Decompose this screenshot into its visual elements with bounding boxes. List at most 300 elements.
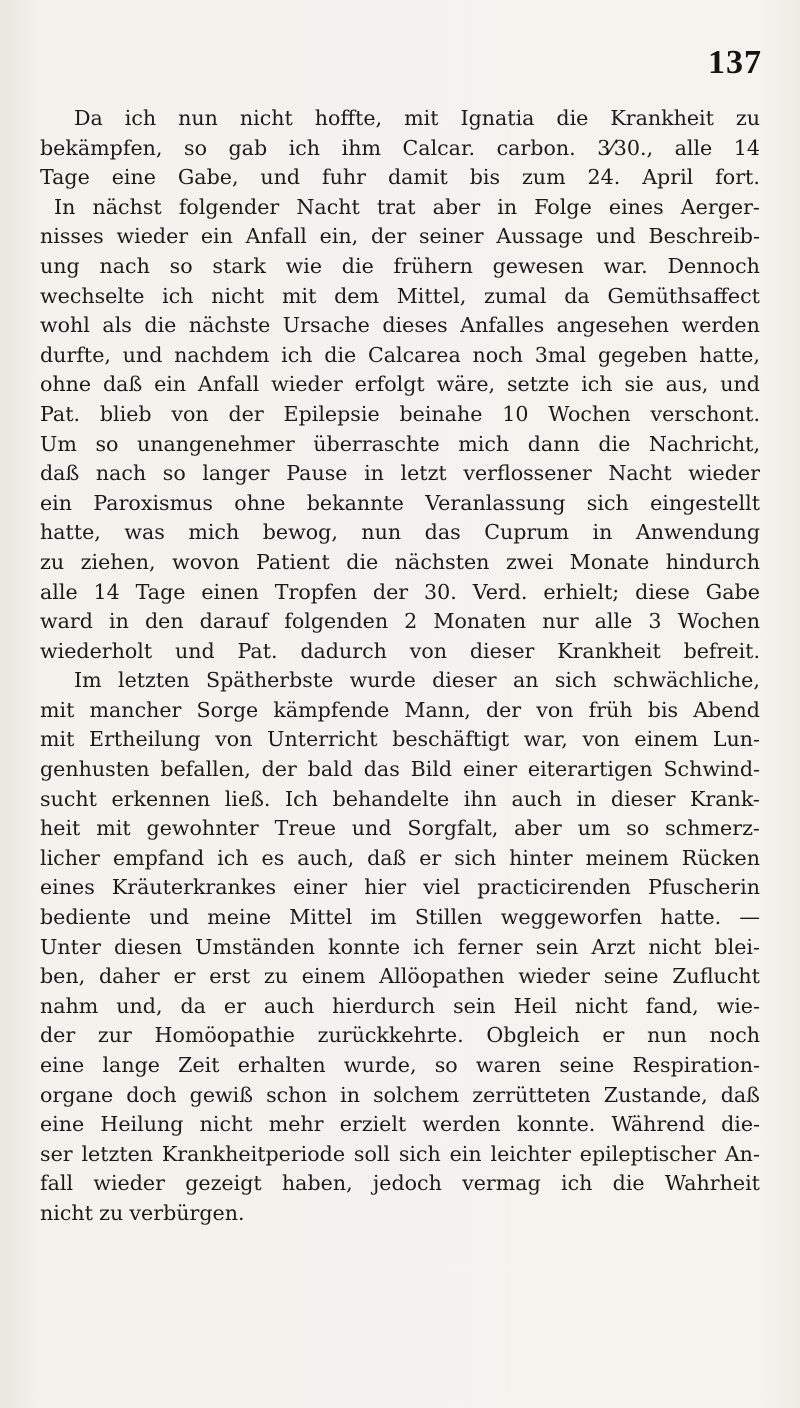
- text-line: [40, 311, 760, 341]
- word: fand,: [645, 993, 699, 1018]
- word: Arzt: [591, 934, 636, 959]
- word: hatte.: [660, 905, 722, 930]
- word: ohne: [40, 372, 92, 397]
- word: genhusten: [40, 757, 150, 782]
- word: eines: [608, 194, 664, 219]
- word: das: [424, 520, 461, 545]
- word: Tropfen: [274, 579, 358, 604]
- text-line: [40, 962, 760, 992]
- word: schmerz-: [665, 816, 760, 841]
- text-line: [40, 992, 760, 1022]
- word: nächste: [188, 313, 271, 338]
- text-line: [40, 193, 760, 223]
- word: angesehen: [556, 313, 670, 338]
- word: die: [346, 549, 379, 574]
- word: einen: [201, 579, 259, 604]
- word: Monaten: [433, 609, 527, 634]
- word: nicht: [199, 1112, 253, 1137]
- word: Anfall: [245, 224, 307, 249]
- word: sein: [535, 934, 579, 959]
- word: Nachricht,: [648, 431, 760, 456]
- word: so: [95, 431, 119, 456]
- word: Tage: [135, 579, 186, 604]
- word: daher: [98, 964, 160, 989]
- word: von: [409, 638, 447, 663]
- word: wurde: [349, 668, 416, 693]
- word: dem: [334, 283, 379, 308]
- word: ließ.: [224, 786, 271, 811]
- word: jedoch: [372, 1171, 442, 1196]
- word: der: [261, 757, 297, 782]
- word: ziehen,: [80, 549, 156, 574]
- word: hindurch: [665, 549, 760, 574]
- word: und,: [116, 993, 163, 1018]
- word: Zuflucht: [672, 964, 760, 989]
- word: —: [739, 905, 760, 930]
- word: langer: [202, 461, 270, 486]
- word: Mittel,: [396, 283, 467, 308]
- word: aus,: [665, 372, 709, 397]
- word: bediente: [40, 905, 132, 930]
- word: noch: [709, 1023, 760, 1048]
- word: fort.: [715, 165, 760, 190]
- word: Umständen: [195, 934, 316, 959]
- word: werden: [422, 1112, 501, 1137]
- word: blieb: [99, 401, 152, 426]
- word: soll: [353, 1141, 391, 1166]
- word: zu: [40, 549, 65, 574]
- word: in: [592, 520, 613, 545]
- word: Heilung: [100, 1112, 184, 1137]
- word: zurückkehrte.: [317, 1023, 464, 1048]
- word: zu: [99, 1200, 124, 1225]
- word: Ursache: [282, 313, 370, 338]
- text-line: [40, 430, 760, 460]
- word: eiterartigen: [527, 757, 653, 782]
- word: behandelte: [332, 786, 450, 811]
- word: wieder: [518, 964, 590, 989]
- word: von: [536, 697, 574, 722]
- word: 3: [648, 609, 662, 634]
- word: wiederholt: [40, 638, 153, 663]
- word: Nacht: [296, 194, 360, 219]
- word: Pat.: [237, 638, 278, 663]
- word: Pause: [286, 461, 348, 486]
- word: 14: [733, 135, 760, 160]
- word: ein: [40, 490, 73, 515]
- word: sucht: [40, 786, 97, 811]
- word: zerrütteten: [472, 1082, 591, 1107]
- text-line: [40, 814, 760, 844]
- word: Lun-: [712, 727, 760, 752]
- word: zumal: [484, 283, 547, 308]
- word: ben,: [40, 964, 86, 989]
- text-line: [40, 1110, 760, 1140]
- word: heit: [40, 816, 81, 841]
- text-line: [40, 1169, 760, 1199]
- word: der: [485, 697, 522, 722]
- word: konnte: [328, 934, 401, 959]
- word: Während: [611, 1112, 705, 1137]
- word: mit: [404, 106, 439, 130]
- word: als: [102, 313, 132, 338]
- word: nicht: [211, 283, 265, 308]
- text-line: [40, 933, 760, 963]
- word: wieder: [688, 461, 760, 486]
- word: einer: [293, 875, 348, 900]
- word: auch: [263, 993, 315, 1018]
- word: ferner: [457, 934, 523, 959]
- word: doch: [126, 1082, 177, 1107]
- word: die: [341, 253, 374, 278]
- text-line: [40, 1021, 760, 1051]
- text-line: [40, 755, 760, 785]
- word: zum: [521, 165, 566, 190]
- word: auch,: [297, 845, 355, 870]
- word: Dennoch: [667, 253, 760, 278]
- word: bekämpfen,: [40, 135, 163, 160]
- word: wechselte: [40, 283, 145, 308]
- text-line: [40, 666, 760, 696]
- word: ser: [40, 1141, 73, 1166]
- word: der: [372, 579, 409, 604]
- word: wovon: [172, 549, 240, 574]
- text-line: [40, 1051, 760, 1081]
- word: nicht: [40, 1200, 93, 1225]
- word: Zeit: [178, 1053, 220, 1077]
- word: alle: [40, 579, 78, 604]
- word: nächst: [92, 194, 162, 219]
- word: Im: [74, 668, 102, 693]
- word: hier: [364, 875, 407, 900]
- word: Zustande,: [603, 1082, 708, 1107]
- text-line: [40, 844, 760, 874]
- word: damit: [387, 165, 448, 190]
- word: die-: [721, 1112, 760, 1137]
- text-line: [40, 903, 760, 933]
- word: Allöopathen: [379, 964, 505, 989]
- word: beschäftigt: [392, 727, 510, 752]
- text-line: [40, 104, 760, 134]
- word: hierdurch: [332, 993, 436, 1018]
- word: gab: [228, 135, 268, 160]
- body-text: [40, 104, 760, 1229]
- word: Homöopathie: [154, 1023, 295, 1048]
- word: Ignatia: [460, 106, 535, 130]
- word: hoffte,: [314, 106, 383, 130]
- page-number: 137: [708, 44, 762, 81]
- word: diesen: [114, 934, 183, 959]
- word: Kräuterkrankes: [111, 875, 277, 900]
- word: um: [577, 816, 611, 841]
- word: nach: [99, 253, 150, 278]
- word: 10: [502, 401, 529, 426]
- word: ich: [561, 1171, 593, 1196]
- text-line: [40, 725, 760, 755]
- word: sein: [453, 993, 496, 1018]
- word: wie-: [716, 993, 760, 1018]
- word: verschont.: [650, 401, 760, 426]
- word: er: [602, 1023, 625, 1048]
- word: erhielt;: [543, 579, 620, 604]
- word: 3mal: [534, 342, 587, 367]
- word: ein,: [319, 224, 359, 249]
- word: die: [144, 313, 177, 338]
- word: verbürgen.: [129, 1200, 245, 1225]
- text-line: [40, 696, 760, 726]
- word: eine: [40, 1053, 85, 1077]
- word: schwächliche,: [613, 668, 760, 693]
- text-line: [40, 785, 760, 815]
- word: alle: [594, 609, 633, 634]
- word: einer: [462, 757, 518, 782]
- word: eine: [111, 165, 156, 190]
- word: der: [40, 1023, 76, 1048]
- text-line: [40, 163, 760, 193]
- word: Pat.: [40, 401, 81, 426]
- word: nachdem: [174, 342, 270, 367]
- word: waren: [475, 1053, 542, 1077]
- word: Gabe: [705, 579, 760, 604]
- word: war.: [603, 253, 648, 278]
- word: war,: [523, 727, 568, 752]
- word: wieder: [271, 372, 343, 397]
- word: ein: [200, 224, 233, 249]
- word: carbon.: [496, 135, 576, 160]
- word: trat: [376, 194, 416, 219]
- text-line: [40, 489, 760, 519]
- word: und: [351, 816, 392, 841]
- word: die: [324, 342, 357, 367]
- word: nisses: [40, 224, 104, 249]
- word: Anwendung: [635, 520, 760, 545]
- word: organe: [40, 1082, 114, 1107]
- word: wie: [285, 253, 323, 278]
- word: das: [363, 757, 400, 782]
- word: konnte.: [516, 1112, 596, 1137]
- word: gegeben: [597, 342, 688, 367]
- word: Folge: [534, 194, 592, 219]
- word: solchem: [373, 1082, 460, 1107]
- word: Wochen: [548, 401, 631, 426]
- word: Calcarea: [368, 342, 461, 367]
- word: daß: [103, 372, 143, 397]
- word: Anfalles: [460, 313, 545, 338]
- word: Ertheilung: [89, 727, 201, 752]
- word: überraschte: [313, 431, 440, 456]
- text-line: [40, 548, 760, 578]
- word: und: [174, 638, 215, 663]
- word: Spätherbste: [205, 668, 334, 693]
- word: ich: [413, 934, 445, 959]
- word: ihm: [341, 135, 381, 160]
- word: hatte,: [699, 342, 760, 367]
- word: blei-: [714, 934, 760, 959]
- word: da: [564, 283, 590, 308]
- word: Wochen: [677, 609, 760, 634]
- word: In: [54, 194, 76, 219]
- word: eines: [40, 875, 95, 900]
- word: Sorgfalt,: [407, 816, 499, 841]
- word: ich: [581, 372, 613, 397]
- word: erst: [209, 964, 251, 989]
- word: empfand: [112, 845, 205, 870]
- word: nicht: [648, 934, 702, 959]
- word: vermag: [462, 1171, 541, 1196]
- word: und: [122, 342, 163, 367]
- word: sie: [624, 372, 654, 397]
- word: Abend: [693, 697, 760, 722]
- word: 2: [404, 609, 418, 634]
- text-line: [40, 1199, 760, 1229]
- word: mehr: [268, 1112, 324, 1137]
- word: sich: [554, 668, 597, 693]
- word: Beschreib-: [648, 224, 760, 249]
- word: wieder: [116, 224, 189, 249]
- word: Respiration-: [632, 1053, 760, 1077]
- word: wurde,: [343, 1053, 417, 1077]
- word: beinahe: [399, 401, 483, 426]
- word: zu: [735, 106, 760, 130]
- word: diese: [635, 579, 690, 604]
- word: aber: [514, 816, 562, 841]
- word: setzte: [506, 372, 570, 397]
- text-line: [40, 282, 760, 312]
- word: leichter: [490, 1141, 571, 1166]
- word: mit: [40, 697, 75, 722]
- text-line: [40, 637, 760, 667]
- word: mit: [96, 816, 131, 841]
- word: daß: [40, 461, 80, 486]
- word: Heil: [513, 993, 557, 1018]
- word: er: [173, 964, 196, 989]
- word: April: [642, 165, 694, 190]
- word: was: [124, 520, 165, 545]
- text-line: [40, 370, 760, 400]
- word: Stillen: [414, 905, 483, 930]
- word: Bild: [410, 757, 453, 782]
- word: ich: [162, 283, 194, 308]
- word: ung: [40, 253, 80, 278]
- word: viel: [423, 875, 461, 900]
- word: in: [576, 786, 597, 811]
- text-line: [40, 607, 760, 637]
- word: von: [171, 401, 209, 426]
- word: fuhr: [322, 165, 367, 190]
- word: an: [512, 668, 539, 693]
- word: da: [180, 993, 206, 1018]
- word: Patient: [255, 549, 330, 574]
- word: frühern: [393, 253, 473, 278]
- word: Nacht: [608, 461, 672, 486]
- text-line: [40, 400, 760, 430]
- word: seiner: [418, 224, 484, 249]
- word: folgenden: [284, 609, 389, 634]
- word: verflossener: [463, 461, 592, 486]
- word: ich: [124, 106, 157, 130]
- text-line: [40, 873, 760, 903]
- word: so: [162, 461, 186, 486]
- word: lange: [102, 1053, 160, 1077]
- word: sich: [454, 845, 497, 870]
- word: Gemüthsaffect: [607, 283, 760, 308]
- word: erkennen: [111, 786, 211, 811]
- word: schon: [266, 1082, 328, 1107]
- word: folgender: [178, 194, 280, 219]
- word: daß: [367, 845, 407, 870]
- word: licher: [40, 845, 101, 870]
- word: Unterricht: [267, 727, 378, 752]
- word: erfolgt: [354, 372, 425, 397]
- word: bald: [307, 757, 353, 782]
- word: bekannte: [306, 490, 404, 515]
- word: fall: [40, 1171, 74, 1196]
- word: in: [109, 609, 129, 634]
- word: dadurch: [300, 638, 387, 663]
- word: hinter: [509, 845, 573, 870]
- word: Epilepsie: [283, 401, 380, 426]
- word: Cuprum: [484, 520, 570, 545]
- word: dieser: [469, 638, 535, 663]
- word: Aussage: [496, 224, 584, 249]
- text-line: [40, 1140, 760, 1170]
- word: Mittel: [289, 905, 353, 930]
- word: alle: [674, 135, 713, 160]
- word: durfte,: [40, 342, 111, 367]
- word: Paroxismus: [93, 490, 213, 515]
- word: sich: [398, 1141, 441, 1166]
- word: und: [149, 905, 190, 930]
- word: den: [144, 609, 184, 634]
- word: mit: [281, 283, 317, 308]
- word: seine: [559, 1053, 615, 1077]
- word: letzten: [118, 668, 190, 693]
- text-line: [40, 518, 760, 548]
- word: seine: [603, 964, 659, 989]
- word: Krankheit: [610, 106, 714, 130]
- word: erhalten: [237, 1053, 326, 1077]
- word: aber: [432, 194, 481, 219]
- word: mit: [40, 727, 75, 752]
- word: hatte,: [40, 520, 101, 545]
- text-line: [40, 1081, 760, 1111]
- word: und: [260, 165, 301, 190]
- word: Ich: [285, 786, 318, 811]
- word: Aerger-: [680, 194, 760, 219]
- word: dann: [527, 431, 580, 456]
- word: nahm: [40, 993, 99, 1018]
- word: die: [598, 431, 631, 456]
- word: 24.: [587, 165, 621, 190]
- word: gewohnter: [146, 816, 259, 841]
- word: haben,: [281, 1171, 353, 1196]
- word: wäre,: [436, 372, 496, 397]
- word: unangenehmer: [136, 431, 295, 456]
- word: Schwind-: [663, 757, 760, 782]
- word: gezeigt: [185, 1171, 262, 1196]
- word: nächsten: [394, 549, 490, 574]
- word: Um: [40, 431, 77, 456]
- word: Obgleich: [486, 1023, 580, 1048]
- word: ich: [217, 845, 249, 870]
- word: so: [434, 1053, 458, 1077]
- word: ward: [40, 609, 93, 634]
- word: nun: [361, 520, 402, 545]
- word: und: [720, 372, 760, 397]
- text-line: [40, 134, 760, 164]
- word: 14: [93, 579, 120, 604]
- word: in: [340, 1082, 361, 1107]
